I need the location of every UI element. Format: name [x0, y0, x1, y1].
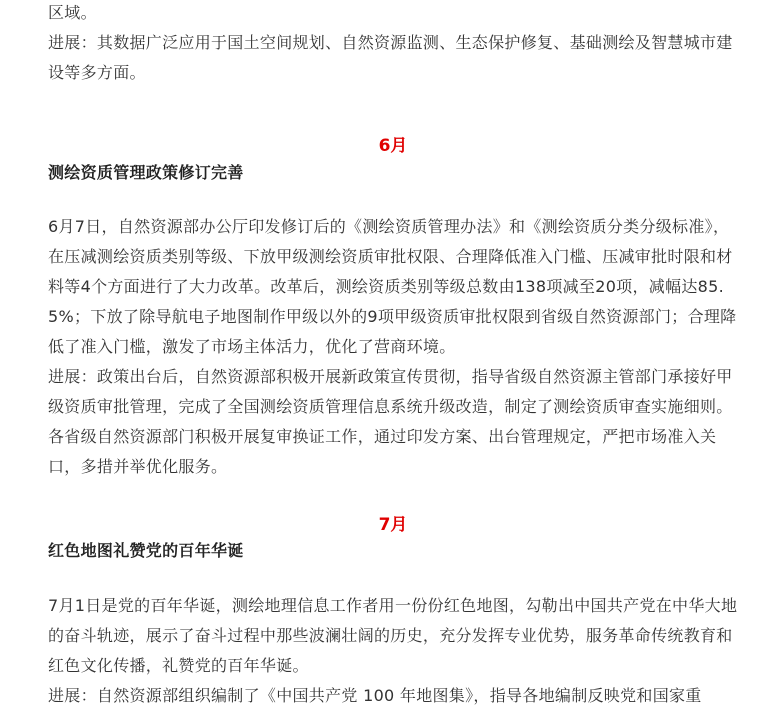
june-progress-paragraph: 进展：政策出台后，自然资源部积极开展新政策宣传贯彻，指导省级自然资源主管部门承接好甲级资质审批管理，完成了全国测绘资质管理信息系统升级改造，制定了测绘资质审查实施细则。各省级自然资源部门积极开展复审换证工作，通过印发方案、出台管理规定，严把市场准入关口，多措并举优化服务。 [48, 367, 733, 476]
month-heading-june: 6月 [378, 136, 408, 156]
july-section-body [48, 591, 738, 711]
june-section-body [48, 212, 738, 482]
july-body-paragraph: 7月1日是党的百年华诞，测绘地理信息工作者用一份份红色地图，勾勒出中国共产党在中华大地的奋斗轨迹，展示了奋斗过程中那些波澜壮阔的历史，充分发挥专业优势，服务革命传统教育和红色文化传播，礼赞党的百年华诞。 [48, 596, 738, 675]
section-title-july: 红色地图礼赞党的百年华诞 [48, 541, 244, 560]
intro-line-tail: 区域。 [48, 3, 97, 22]
intro-progress-paragraph: 进展：其数据广泛应用于国土空间规划、自然资源监测、生态保护修复、基础测绘及智慧城市建设等多方面。 [48, 33, 733, 82]
section-title-june: 测绘资质管理政策修订完善 [48, 163, 244, 182]
july-progress-paragraph: 进展：自然资源部组织编制了《中国共产党 100 年地图集》，指导各地编制反映党和国家重 [48, 686, 702, 705]
intro-section [48, 0, 738, 88]
month-heading-july: 7月 [378, 515, 408, 535]
june-body-paragraph: 6月7日，自然资源部办公厅印发修订后的《测绘资质管理办法》和《测绘资质分类分级标准》，在压减测绘资质类别等级、下放甲级测绘资质审批权限、合理降低准入门槛、压减审批时限和材料等4个方面进行了大力改革。改革后，测绘资质类别等级总数由138项减至20项，减幅达85.5%；下放了除导航电子地图制作甲级以外的9项甲级资质审批权限到省级自然资源部门；合理降低了准入门槛，激发了市场主体活力，优化了营商环境。 [48, 217, 737, 356]
